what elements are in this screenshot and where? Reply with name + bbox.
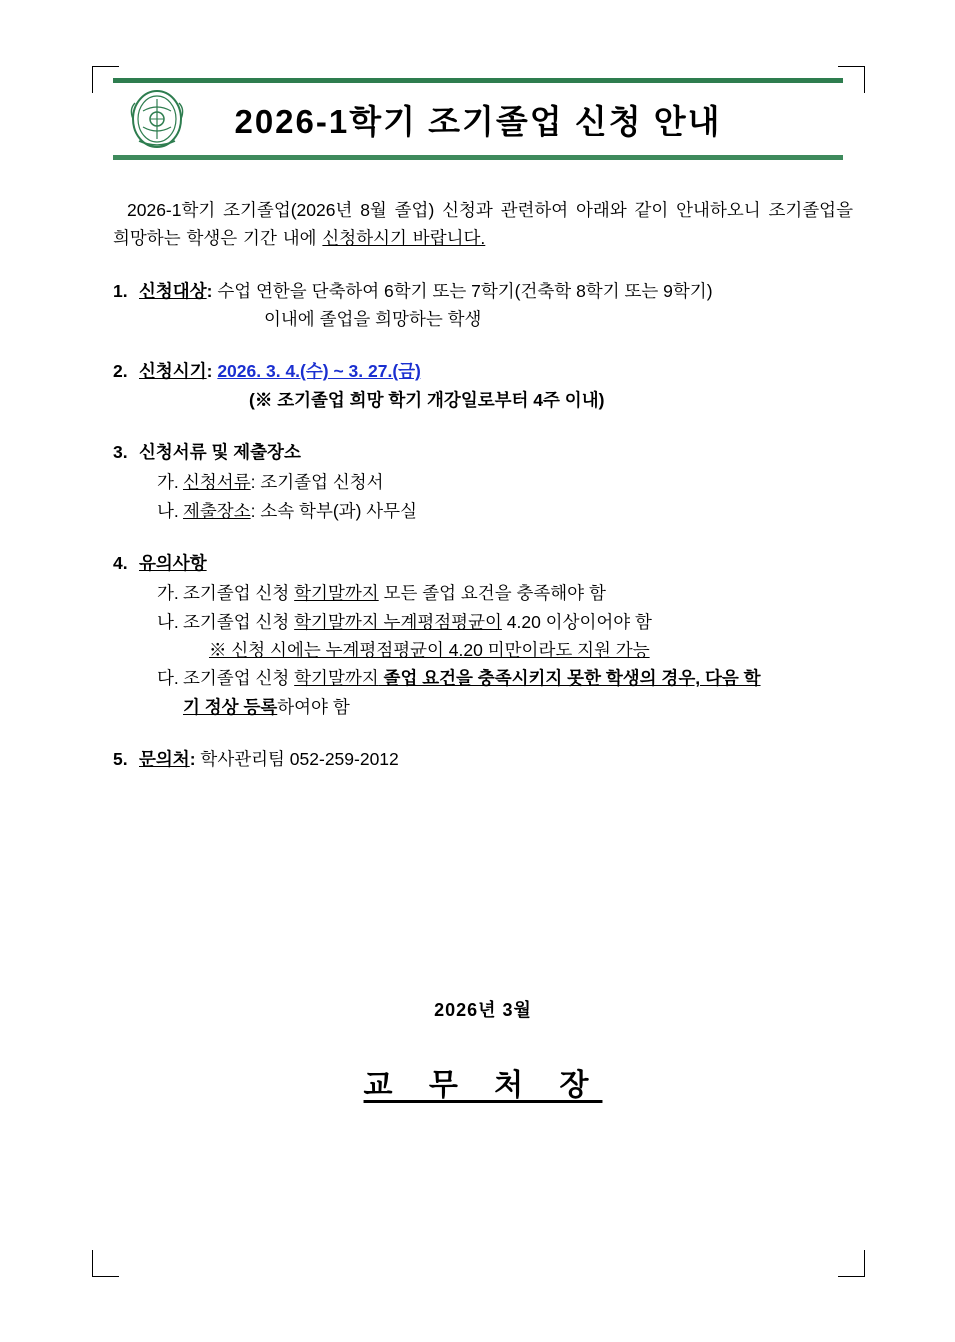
sub-text-3-2: 소속 학부(과) 사무실 bbox=[255, 500, 417, 521]
sub-item-3-2 bbox=[157, 497, 853, 525]
sub-text-pre-4-3: 조기졸업 신청 bbox=[183, 668, 295, 689]
section-item-5 bbox=[113, 745, 853, 773]
sub-line2-bold-4-3: 기 정상 등록 bbox=[183, 696, 278, 717]
item-heading-5 bbox=[139, 745, 853, 773]
intro-text-underlined: 신청하시기 바랍니다. bbox=[322, 228, 486, 249]
crop-mark-bottom-left bbox=[92, 1250, 119, 1277]
sub-item-4-1 bbox=[157, 579, 853, 607]
intro-text-1: 2026-1학기 조기졸업(2026년 8월 졸업) 신청과 관련하여 아래와 같이 안내하오니 조기졸업을 희망하는 학생은 기간 내에 bbox=[113, 200, 853, 249]
sub-sep-3-1: : bbox=[250, 472, 256, 493]
item-heading-1 bbox=[139, 277, 853, 305]
intro-paragraph bbox=[113, 196, 853, 253]
sub-text-bold-4-3: 졸업 요건을 충족시키지 못한 학생의 경우, 다음 학 bbox=[378, 668, 761, 689]
header-rule-bottom bbox=[113, 155, 843, 160]
sub-text-underline-4-3: 학기말까지 bbox=[294, 668, 379, 689]
sub-line2-4-3 bbox=[183, 693, 853, 721]
sub-list-4 bbox=[139, 579, 853, 721]
sub-label-3-1: 신청서류 bbox=[183, 472, 251, 493]
sub-text-post-4-2: 4.20 이상이어야 함 bbox=[501, 611, 652, 632]
section-item-1 bbox=[113, 277, 853, 334]
item-number-5: 5. bbox=[113, 749, 128, 770]
sub-mark-4-1: 가. bbox=[157, 583, 179, 604]
sub-note-4-2: ※ 신청 시에는 누계평점평균이 4.20 미만이라도 지원 가능 bbox=[209, 640, 650, 661]
document-signer: 교 무 처 장 bbox=[363, 1069, 603, 1102]
item-label-4: 유의사항 bbox=[139, 553, 207, 574]
document-header bbox=[113, 78, 843, 160]
item-label-5: 문의처 bbox=[139, 749, 190, 770]
section-item-3 bbox=[113, 438, 853, 525]
item-number-3: 3. bbox=[113, 442, 128, 463]
item-sep-2: : bbox=[206, 361, 213, 382]
contact-text: 학사관리팀 052-259-2012 bbox=[195, 749, 399, 770]
item-text-1: 수업 연한을 단축하여 6학기 또는 7학기(건축학 8학기 또는 9학기) bbox=[212, 280, 713, 301]
university-emblem-icon bbox=[123, 85, 191, 153]
sub-label-3-2: 제출장소 bbox=[183, 500, 251, 521]
section-item-2 bbox=[113, 357, 853, 414]
sub-mark-3-1: 가. bbox=[157, 472, 179, 493]
item-line2-1: 이내에 졸업을 희망하는 학생 bbox=[264, 309, 482, 330]
sub-mark-4-2: 나. bbox=[157, 611, 179, 632]
sub-text-post-4-1: 모든 졸업 요건을 충족해야 함 bbox=[378, 583, 606, 604]
document-date: 2026년 3월 bbox=[434, 1000, 532, 1020]
sub-list-3 bbox=[139, 468, 853, 525]
sub-sep-3-2: : bbox=[250, 500, 256, 521]
item-sep-1: : bbox=[206, 280, 213, 301]
item-heading-3: 신청서류 및 제출장소 bbox=[139, 442, 301, 463]
page-title: 2026-1학기 조기졸업 신청 안내 bbox=[234, 102, 722, 140]
item-label-1: 신청대상 bbox=[139, 280, 207, 301]
document-body bbox=[113, 196, 853, 1102]
sub-line2-rest-4-3: 하여야 함 bbox=[277, 696, 350, 717]
sub-text-pre-4-2: 조기졸업 신청 bbox=[183, 611, 295, 632]
sub-item-4-3 bbox=[157, 664, 853, 721]
sub-text-underline-4-2: 학기말까지 누계평점평균이 bbox=[294, 611, 502, 632]
sub-text-pre-4-1: 조기졸업 신청 bbox=[183, 583, 295, 604]
sub-item-3-1 bbox=[157, 468, 853, 496]
sub-text-underline-4-1: 학기말까지 bbox=[294, 583, 379, 604]
section-item-4 bbox=[113, 549, 853, 721]
sub-text-3-1: 조기졸업 신청서 bbox=[255, 472, 384, 493]
item-label-2: 신청시기 bbox=[139, 361, 207, 382]
application-period-value: 2026. 3. 4.(수) ~ 3. 27.(금) bbox=[217, 361, 421, 382]
item-number-1: 1. bbox=[113, 280, 128, 301]
item-sep-5: : bbox=[189, 749, 196, 770]
sub-mark-4-3: 다. bbox=[157, 668, 179, 689]
item-number-4: 4. bbox=[113, 553, 128, 574]
item-number-2: 2. bbox=[113, 361, 128, 382]
crop-mark-bottom-right bbox=[838, 1250, 865, 1277]
sub-mark-3-2: 나. bbox=[157, 500, 179, 521]
item-heading-2 bbox=[139, 357, 853, 385]
item-heading-4 bbox=[139, 549, 853, 577]
item-note-2: (※ 조기졸업 희망 학기 개강일로부터 4주 이내) bbox=[249, 389, 605, 410]
sub-item-4-2 bbox=[157, 608, 853, 665]
